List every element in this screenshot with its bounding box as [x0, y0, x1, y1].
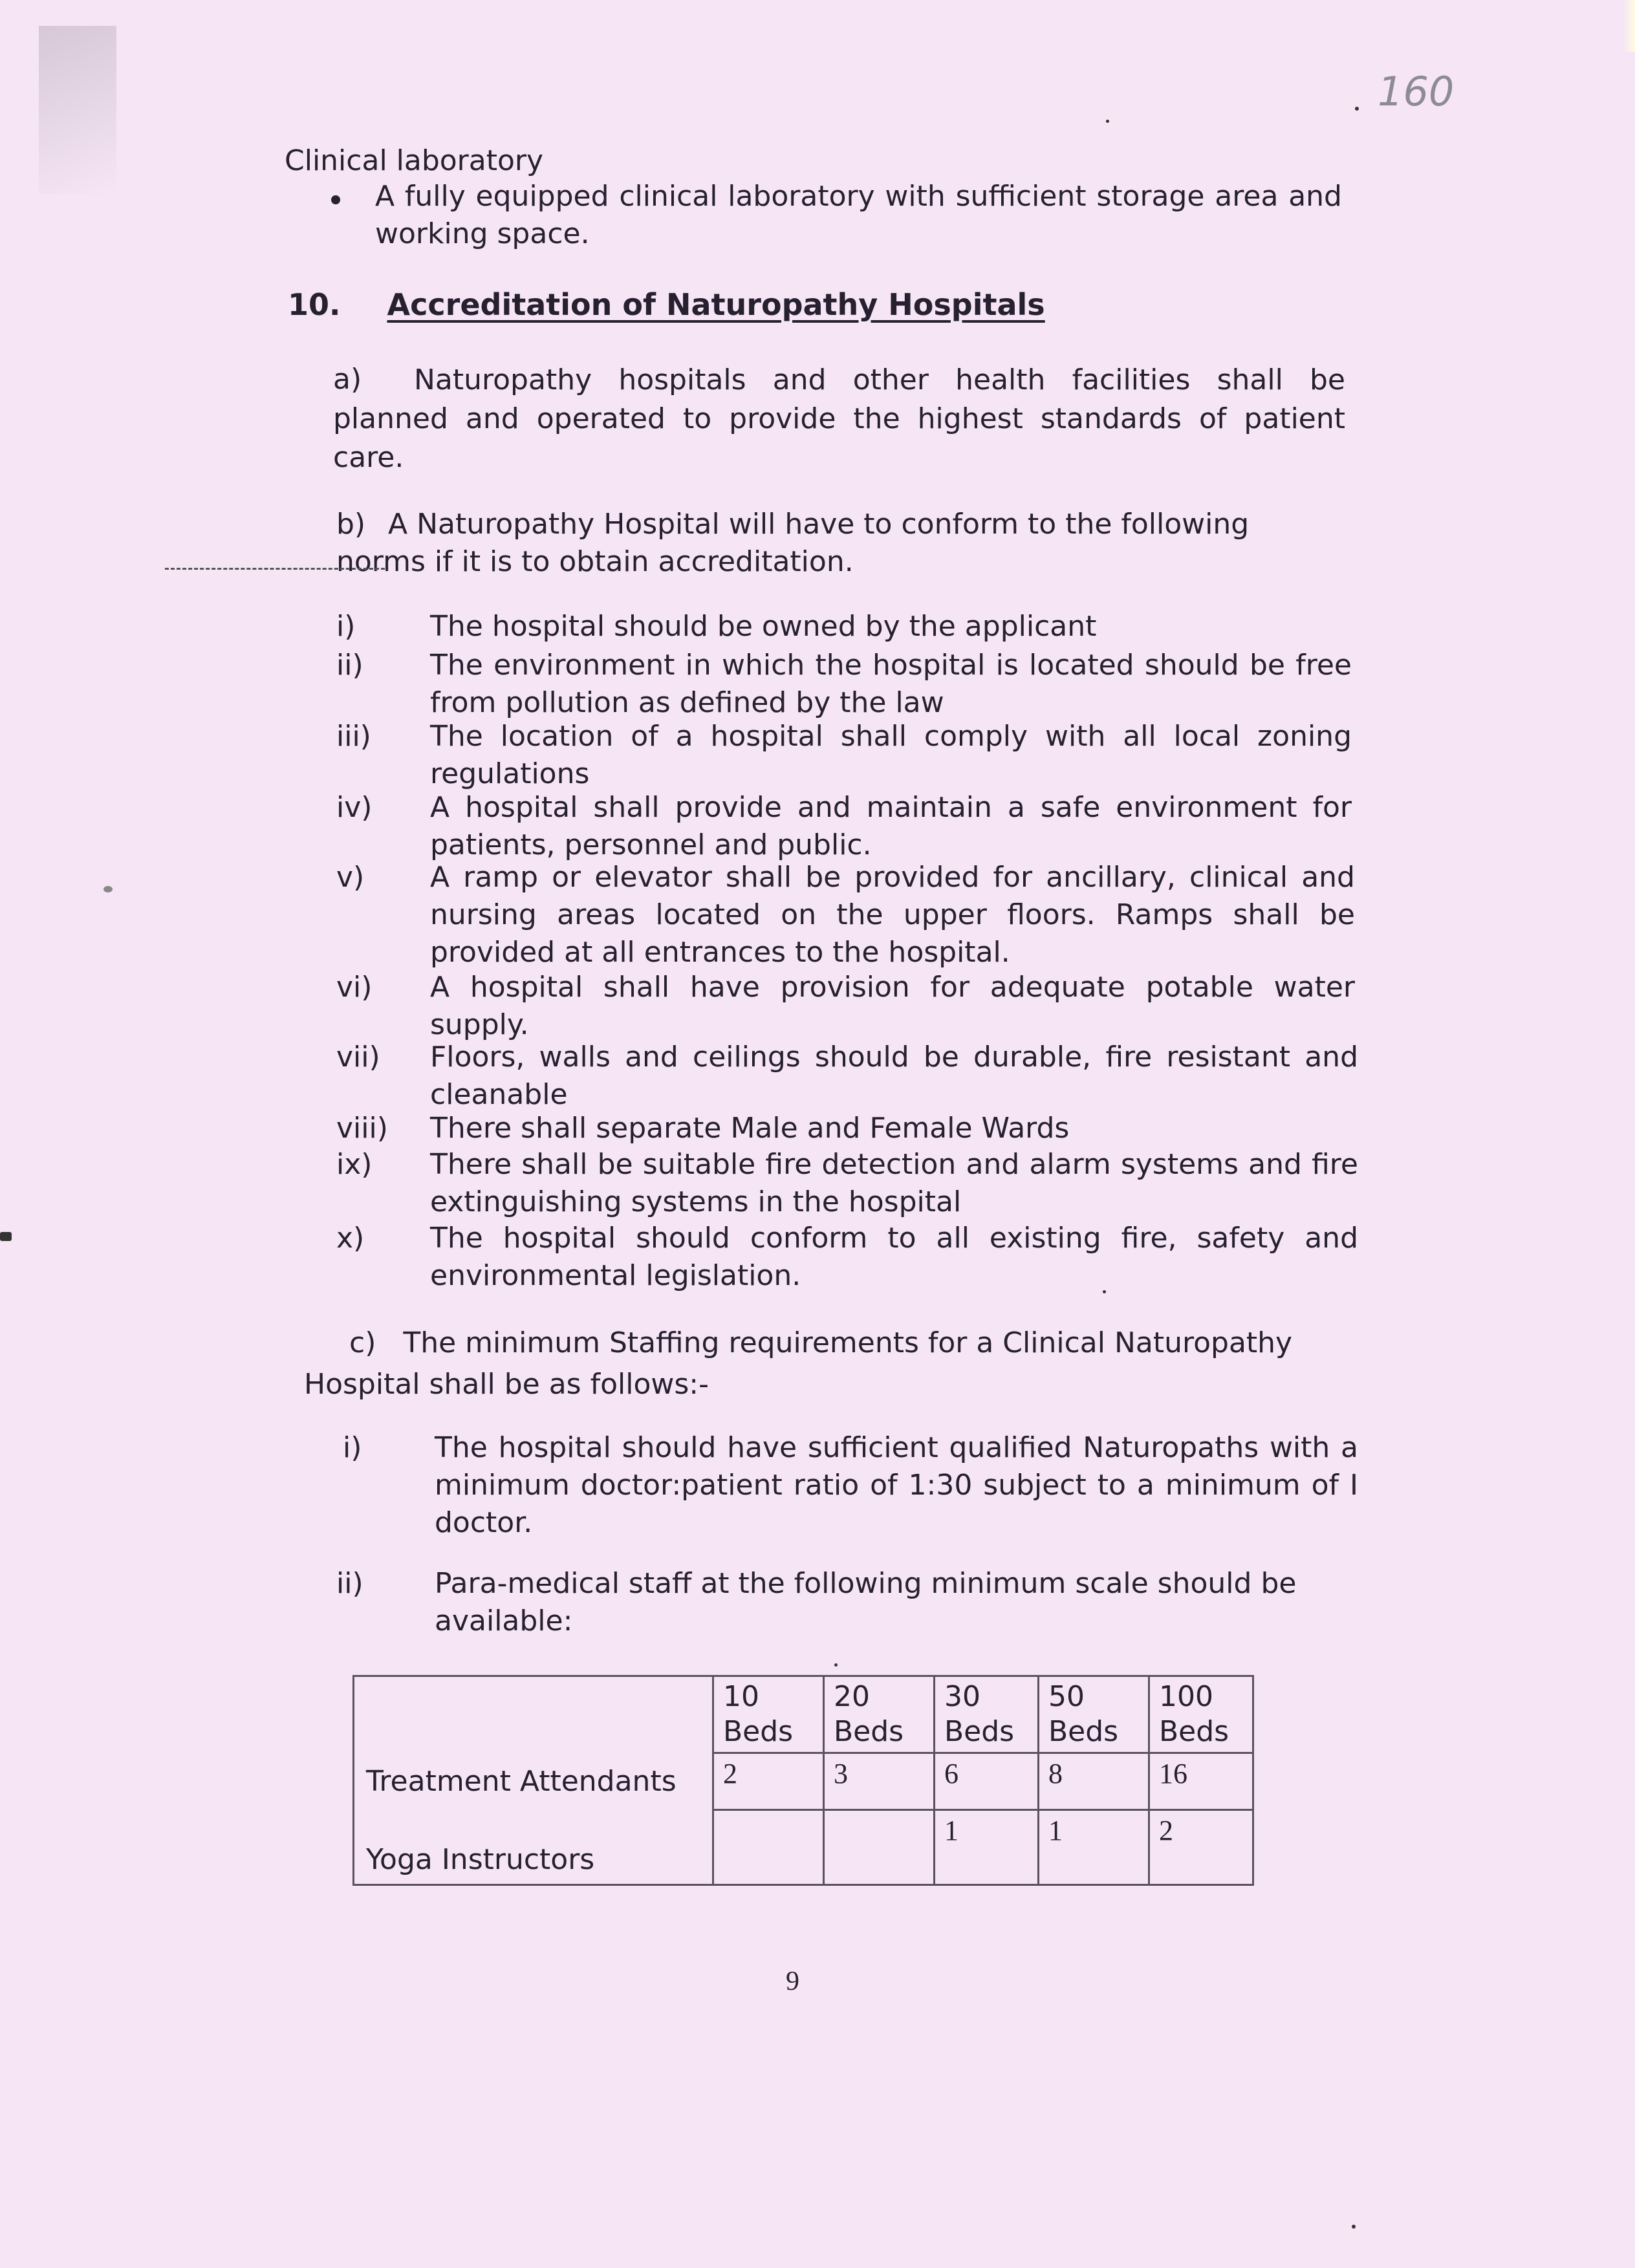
norm-item	[336, 859, 1355, 971]
staff-item-number: ii)	[336, 1567, 363, 1600]
section-title: Accreditation of Naturopathy Hospitals	[387, 287, 1045, 322]
header-bed-unit: Beds	[1159, 1715, 1229, 1748]
clinical-lab-bullet-text: A fully equipped clinical laboratory with sufficient storage area and working space.	[375, 180, 1342, 250]
table-cell: 1	[1039, 1810, 1149, 1885]
para-c-text-line2: Hospital shall be as follows:-	[304, 1368, 709, 1401]
section-number: 10.	[288, 287, 341, 322]
norm-number: i)	[336, 610, 356, 643]
norm-text: The location of a hospital shall comply with all local zoning regulations	[430, 720, 1352, 790]
norm-item	[336, 1146, 1358, 1221]
norm-item	[336, 608, 1352, 647]
header-bed-count: 10	[723, 1680, 759, 1713]
header-bed-count: 50	[1048, 1680, 1085, 1713]
table-row-label: Treatment Attendants	[354, 1753, 713, 1810]
para-c-label: c)	[349, 1326, 376, 1359]
scan-speck	[1352, 2225, 1356, 2229]
table-header-cell	[1039, 1676, 1149, 1753]
staff-item-text: Para-medical staff at the following minimum scale should be available:	[435, 1567, 1297, 1637]
para-a-label: a)	[333, 363, 362, 396]
scan-speck	[1103, 1290, 1106, 1293]
norm-text: A hospital shall provide and maintain a safe environment for patients, personnel and public.	[430, 791, 1352, 861]
norm-text: The hospital should be owned by the applicant	[430, 610, 1097, 643]
para-b-label: b)	[336, 508, 366, 541]
page-number: 9	[786, 1967, 799, 1996]
para-c	[349, 1324, 1292, 1362]
clinical-lab-title: Clinical laboratory	[285, 144, 544, 177]
norm-text: There shall be suitable fire detection and alarm systems and fire extinguishing systems in the hospital	[430, 1148, 1358, 1218]
norm-number: iii)	[336, 720, 371, 753]
norm-number: ii)	[336, 649, 363, 682]
para-b-text: A Naturopathy Hospital will have to conform to the following norms if it is to obtain accreditation.	[336, 508, 1250, 578]
table-cell	[713, 1810, 824, 1885]
norm-item	[336, 1110, 1358, 1149]
norm-text: The environment in which the hospital is located should be free from pollution as defined by the law	[430, 649, 1352, 719]
norm-number: viii)	[336, 1112, 388, 1145]
table-cell: 1	[935, 1810, 1039, 1885]
table-header-cell	[824, 1676, 935, 1753]
header-bed-count: 100	[1159, 1680, 1213, 1713]
norm-item	[336, 969, 1355, 1044]
para-c-text-line1: The minimum Staffing requirements for a Clinical Naturopathy	[403, 1326, 1293, 1359]
scan-speck	[1355, 107, 1359, 111]
table-cell: 6	[935, 1753, 1039, 1810]
scan-speck	[0, 1232, 12, 1241]
norm-text: The hospital should conform to all existing fire, safety and environmental legislation.	[430, 1222, 1358, 1292]
scan-speck	[103, 886, 113, 892]
table-header-cell	[1149, 1676, 1253, 1753]
header-bed-count: 20	[834, 1680, 870, 1713]
binding-shadow	[39, 26, 116, 194]
section-heading	[288, 286, 1045, 323]
norm-item	[336, 647, 1352, 722]
table-header-cell	[713, 1676, 824, 1753]
edge-highlight	[1623, 0, 1635, 52]
scan-speck	[834, 1663, 838, 1667]
table-header-row	[354, 1676, 1253, 1753]
norm-text: A hospital shall have provision for adequate potable water supply.	[430, 971, 1355, 1041]
para-a-text: Naturopathy hospitals and other health facilities shall be planned and operated to provide the highest standards of patient care.	[333, 363, 1345, 474]
table-corner-cell	[354, 1676, 713, 1753]
table-row	[354, 1753, 1253, 1810]
table-row-label: Yoga Instructors	[354, 1810, 713, 1885]
table-row	[354, 1810, 1253, 1885]
table-cell	[824, 1810, 935, 1885]
staff-item	[343, 1429, 1358, 1542]
norm-text: A ramp or elevator shall be provided for ancillary, clinical and nursing areas located on the upper floors. Ramps shall be provided at all entrances to the hospital.	[430, 861, 1355, 969]
table-cell: 3	[824, 1753, 935, 1810]
norm-item	[336, 789, 1352, 864]
scan-speck	[1106, 120, 1109, 123]
header-bed-unit: Beds	[834, 1715, 904, 1748]
norm-number: vii)	[336, 1041, 380, 1074]
norm-text: There shall separate Male and Female Wards	[430, 1112, 1070, 1145]
norm-number: v)	[336, 861, 365, 894]
norm-item	[336, 718, 1352, 793]
norm-number: vi)	[336, 971, 373, 1004]
norm-text: Floors, walls and ceilings should be durable, fire resistant and cleanable	[430, 1041, 1358, 1111]
header-bed-unit: Beds	[723, 1715, 794, 1748]
header-bed-unit: Beds	[944, 1715, 1015, 1748]
handwritten-page-note: 160	[1378, 68, 1455, 115]
table-cell: 8	[1039, 1753, 1149, 1810]
norm-item	[336, 1220, 1358, 1295]
table-cell: 16	[1149, 1753, 1253, 1810]
header-bed-count: 30	[944, 1680, 980, 1713]
norm-number: iv)	[336, 791, 373, 824]
norm-item	[336, 1039, 1358, 1114]
margin-dashes	[165, 568, 385, 570]
staffing-table	[352, 1675, 1254, 1886]
header-bed-unit: Beds	[1048, 1715, 1119, 1748]
staff-item	[336, 1565, 1336, 1640]
norm-number: x)	[336, 1222, 365, 1255]
bullet-icon	[331, 195, 340, 204]
staff-item-number: i)	[343, 1431, 362, 1464]
staff-item-text: The hospital should have sufficient qualified Naturopaths with a minimum doctor:patient ratio of 1:30 subject to a minimum of I doctor.	[435, 1431, 1358, 1539]
table-cell: 2	[1149, 1810, 1253, 1885]
table-cell: 2	[713, 1753, 824, 1810]
table-header-cell	[935, 1676, 1039, 1753]
norm-number: ix)	[336, 1148, 373, 1181]
